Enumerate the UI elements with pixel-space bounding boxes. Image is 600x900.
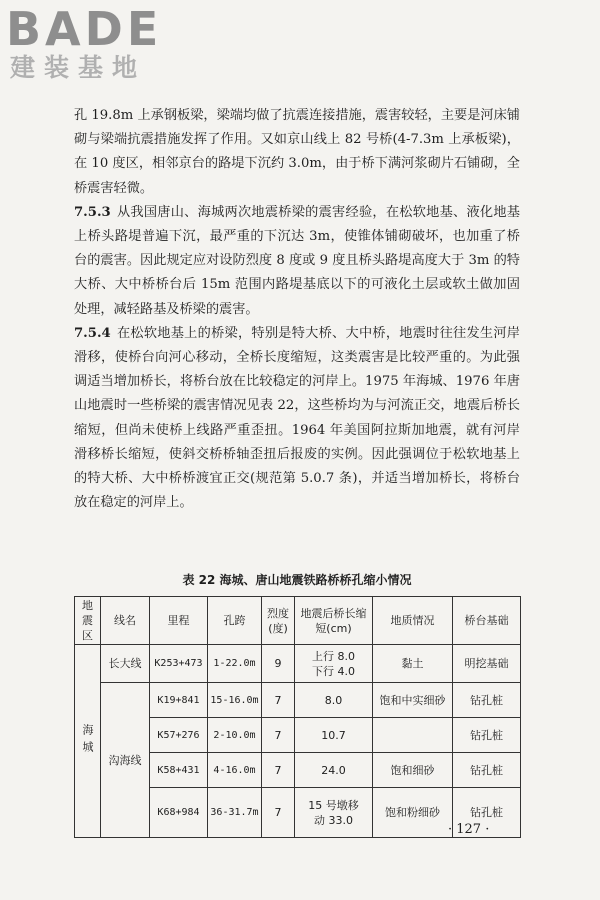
shortening-cell: 15 号墩移 动 33.0 (295, 788, 373, 838)
foundation-cell: 钻孔桩 (453, 683, 521, 718)
header-shortening: 地震后桥长缩短(cm) (295, 597, 373, 645)
clause-7-5-3 (74, 201, 520, 322)
shortening-cell: 上行 8.0 下行 4.0 (295, 645, 373, 683)
clause-7-5-4 (74, 322, 520, 516)
geology-cell: 黏土 (373, 645, 453, 683)
geology-cell: 饱和中实细砂 (373, 683, 453, 718)
table-row (75, 645, 521, 683)
header-geology: 地质情况 (373, 597, 453, 645)
mileage-cell: K68+984 (150, 788, 208, 838)
table-title: 表 22 海城、唐山地震铁路桥桥孔缩小情况 (182, 573, 412, 587)
line-cell: 沟海线 (101, 683, 150, 838)
geology-cell (373, 718, 453, 753)
foundation-cell: 钻孔桩 (453, 753, 521, 788)
clause-number: 7.5.3 (74, 204, 111, 220)
bade-logo (6, 4, 162, 84)
span-cell: 1-22.0m (208, 645, 262, 683)
foundation-cell: 钻孔桩 (453, 718, 521, 753)
shortening-cell: 10.7 (295, 718, 373, 753)
logo-subtitle: 建装基地 (10, 53, 147, 82)
body-text (74, 104, 520, 515)
header-region: 地震区 (75, 597, 101, 645)
geology-cell: 饱和细砂 (373, 753, 453, 788)
header-foundation: 桥台基础 (453, 597, 521, 645)
logo-wordmark: BADE (6, 2, 163, 56)
region-cell: 海城 (75, 645, 101, 838)
mileage-cell: K19+841 (150, 683, 208, 718)
paragraph-text: 在松软地基上的桥梁，特别是特大桥、大中桥，地震时往往发生河岸滑移，使桥台向河心移动，全桥长度缩短，这类震害是比较严重的。为此强调适当增加桥长，将桥台放在比较稳定的河岸上。1975 年海城、1976 年唐山地震时一些桥梁的震害情况见表 22，这些桥均为与河流正交，地震后桥长缩短，但尚未使桥上线路严重歪扭。1964 年美国阿拉斯加地震，就有河岸滑移桥长缩短，使斜交桥桥轴歪扭后报废的实例。因此强调位于松软地基上的特大桥、大中桥桥渡宜正交(规范第 5.0.7 条)，并适当增加桥长，将桥台放在稳定的河岸上。 (74, 325, 520, 511)
mileage-cell: K253+473 (150, 645, 208, 683)
intensity-cell: 7 (262, 788, 295, 838)
line-cell: 长大线 (101, 645, 150, 683)
intensity-cell: 7 (262, 718, 295, 753)
shortening-cell: 8.0 (295, 683, 373, 718)
mileage-cell: K58+431 (150, 753, 208, 788)
span-cell: 2-10.0m (208, 718, 262, 753)
table-row (75, 683, 521, 718)
intensity-cell: 7 (262, 753, 295, 788)
foundation-cell: 钻孔桩 (453, 788, 521, 838)
intensity-cell: 9 (262, 645, 295, 683)
header-span: 孔跨 (208, 597, 262, 645)
header-mileage: 里程 (150, 597, 208, 645)
header-line: 线名 (101, 597, 150, 645)
page-number: · 127 · (448, 822, 490, 837)
mileage-cell: K57+276 (150, 718, 208, 753)
paragraph-continuation (74, 104, 520, 201)
table-header-row (75, 597, 521, 645)
geology-cell: 饱和粉细砂 (373, 788, 453, 838)
span-cell: 4-16.0m (208, 753, 262, 788)
paragraph-text: 孔 19.8m 上承钢板梁，梁端均做了抗震连接措施，震害较轻，主要是河床铺砌与梁端抗震措施发挥了作用。又如京山线上 82 号桥(4-7.3m 上承板梁)，在 10 度区，相邻京台的路堤下沉约 3.0m，由于桥下满河浆砌片石铺砌，全桥震害轻微。 (74, 108, 520, 196)
clause-number: 7.5.4 (74, 325, 111, 341)
paragraph-text: 从我国唐山、海城两次地震桥梁的震害经验，在松软地基、液化地基上桥头路堤普遍下沉，最严重的下沉达 3m，使锥体铺砌破坏，也加重了桥台的震害。因此规定应对设防烈度 8 度或 9 度且桥头路堤高度大于 3m 的特大桥、大中桥桥台后 15m 范围内路堤基底以下的可液化土层或软土做加固处理，减轻路基及桥梁的震害。 (74, 204, 520, 317)
bridge-shortening-table (74, 596, 521, 838)
span-cell: 36-31.7m (208, 788, 262, 838)
shortening-cell: 24.0 (295, 753, 373, 788)
header-intensity: 烈度(度) (262, 597, 295, 645)
span-cell: 15-16.0m (208, 683, 262, 718)
foundation-cell: 明挖基础 (453, 645, 521, 683)
intensity-cell: 7 (262, 683, 295, 718)
